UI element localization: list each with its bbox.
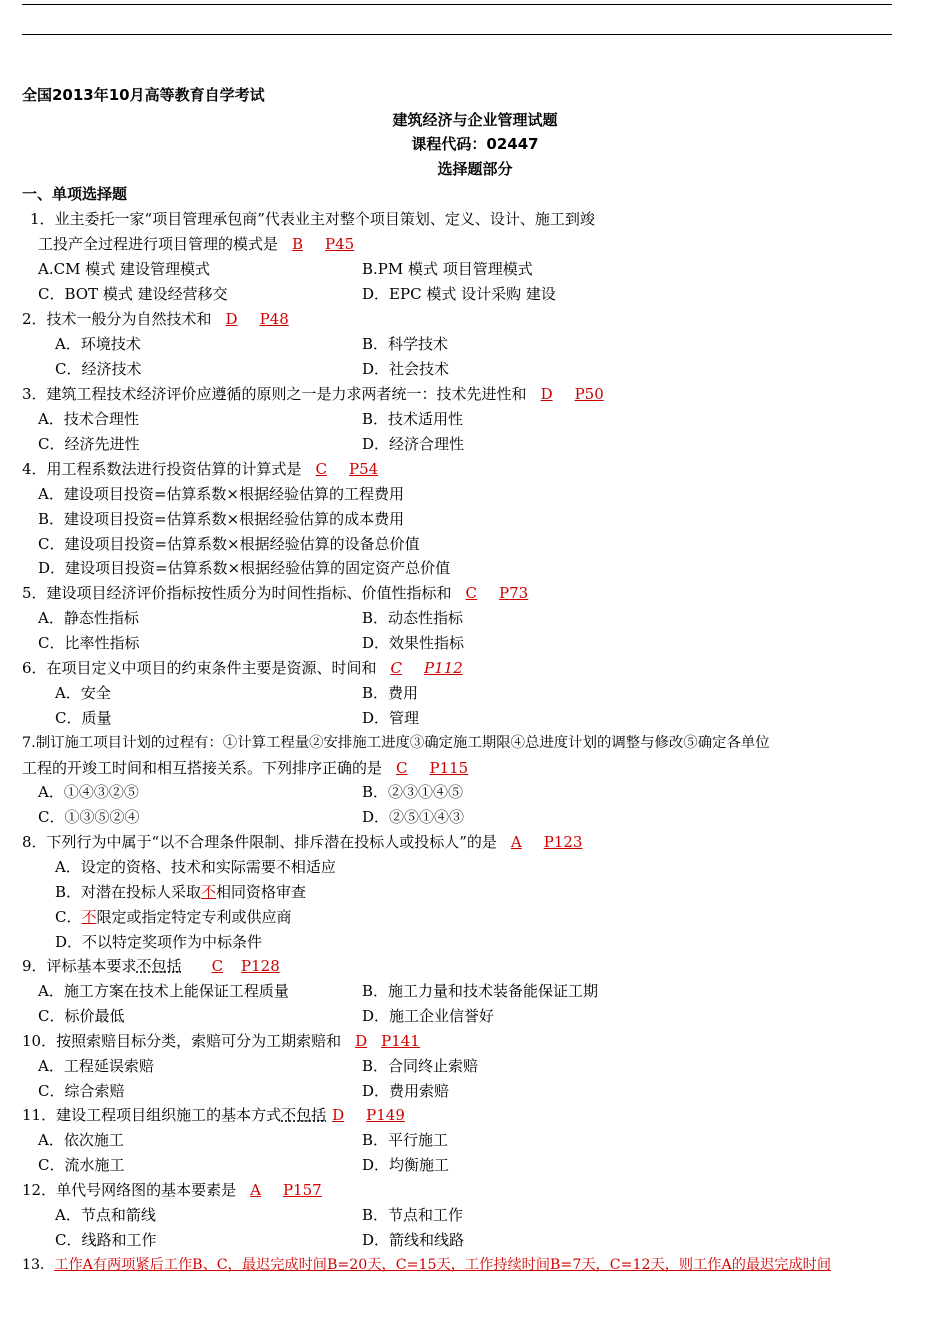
exam-title: 全国2013年10月高等教育自学考试 — [22, 86, 265, 104]
option-1a: A.CM 模式 建设管理模式 — [38, 260, 210, 278]
option-4d: D．建设项目投资=估算系数×根据经验估算的固定资产总价值 — [38, 559, 451, 577]
question-7-cont: 工程的开竣工时间和相互搭接关系。下列排序正确的是 C P115 — [22, 759, 469, 777]
option-10c: C．综合索赔 — [38, 1082, 125, 1100]
option-8c: C．不限定或指定特定专利或供应商 — [55, 908, 292, 926]
option-12c: C．线路和工作 — [55, 1231, 157, 1249]
answer-6: C P112 — [390, 659, 463, 677]
option-2b: B．科学技术 — [362, 335, 449, 353]
option-9a: A．施工方案在技术上能保证工程质量 — [38, 982, 289, 1000]
question-2: 2．技术一般分为自然技术和 D P48 — [22, 310, 289, 328]
option-5c: C．比率性指标 — [38, 634, 140, 652]
option-2d: D．社会技术 — [362, 360, 450, 378]
question-1-cont: 工投产全过程进行项目管理的模式是 B P45 — [38, 235, 355, 253]
option-4c: C．建设项目投资=估算系数×根据经验估算的设备总价值 — [38, 535, 420, 553]
question-10: 10．按照索赔目标分类，索赔可分为工期索赔和 D P141 — [22, 1032, 420, 1050]
option-2c: C．经济技术 — [55, 360, 142, 378]
option-12b: B．节点和工作 — [362, 1206, 464, 1224]
question-6: 6．在项目定义中项目的约束条件主要是资源、时间和 C P112 — [22, 659, 463, 677]
option-5d: D．效果性指标 — [362, 634, 465, 652]
question-4: 4．用工程系数法进行投资估算的计算式是 C P54 — [22, 460, 379, 478]
header-rule-top — [22, 4, 892, 5]
option-3d: D．经济合理性 — [362, 435, 465, 453]
question-8: 8．下列行为中属于“以不合理条件限制、排斥潜在投标人或投标人”的是 A P123 — [22, 833, 583, 851]
option-12a: A．节点和箭线 — [55, 1206, 156, 1224]
option-10a: A．工程延误索赔 — [38, 1057, 154, 1075]
answer-7: C P115 — [396, 759, 469, 777]
option-8d: D．不以特定奖项作为中标条件 — [55, 933, 263, 951]
option-7b: B．②③①④⑤ — [362, 783, 464, 801]
answer-5: C P73 — [465, 584, 529, 602]
question-9: 9．评标基本要求不包括 C P128 — [22, 957, 280, 975]
option-9c: C．标价最低 — [38, 1007, 125, 1025]
option-6d: D．管理 — [362, 709, 420, 727]
question-3: 3．建筑工程技术经济评价应遵循的原则之一是力求两者统一：技术先进性和 D P50 — [22, 385, 604, 403]
answer-1: B P45 — [292, 235, 355, 253]
header-rule-bottom — [22, 34, 892, 35]
paper-title: 建筑经济与企业管理试题 — [392, 111, 558, 129]
question-11: 11．建设工程项目组织施工的基本方式不包括 D P149 — [22, 1106, 405, 1124]
option-8b: B．对潜在投标人采取不相同资格审查 — [55, 883, 307, 901]
option-1c: C．BOT 模式 建设经营移交 — [38, 285, 228, 303]
option-7c: C．①③⑤②④ — [38, 808, 140, 826]
option-10d: D．费用索赔 — [362, 1082, 450, 1100]
option-5a: A．静态性指标 — [38, 609, 139, 627]
answer-8: A P123 — [510, 833, 583, 851]
option-3a: A．技术合理性 — [38, 410, 139, 428]
question-13: 13．工作A有两项紧后工作B、C，最迟完成时间B=20天，C=15天，工作持续时间B=7天，C=12天，则工作A的最迟完成时间 — [22, 1257, 832, 1273]
answer-2: D P48 — [225, 310, 289, 328]
option-7d: D．②⑤①④③ — [362, 808, 465, 826]
option-1d: D．EPC 模式 设计采购 建设 — [362, 285, 556, 303]
option-9d: D．施工企业信誉好 — [362, 1007, 495, 1025]
answer-4: C P54 — [315, 460, 379, 478]
answer-11: D P149 — [332, 1106, 405, 1124]
option-6a: A．安全 — [55, 684, 111, 702]
option-3c: C．经济先进性 — [38, 435, 140, 453]
option-11a: A．依次施工 — [38, 1131, 124, 1149]
option-11b: B．平行施工 — [362, 1131, 449, 1149]
question-5: 5．建设项目经济评价指标按性质分为时间性指标、价值性指标和 C P73 — [22, 584, 529, 602]
question-7: 7.制订施工项目计划的过程有：①计算工程量②安排施工进度③确定施工期限④总进度计划的调整与修改⑤确定各单位 — [22, 735, 770, 751]
option-10b: B．合同终止索赔 — [362, 1057, 479, 1075]
option-8a: A．设定的资格、技术和实际需要不相适应 — [55, 858, 336, 876]
option-6c: C．质量 — [55, 709, 112, 727]
option-2a: A．环境技术 — [55, 335, 141, 353]
question-1: 1．业主委托一家“项目管理承包商”代表业主对整个项目策划、定义、设计、施工到竣 — [30, 210, 595, 228]
option-12d: D．箭线和线路 — [362, 1231, 465, 1249]
option-6b: B．费用 — [362, 684, 419, 702]
answer-9: C P128 — [211, 957, 280, 975]
section-title: 一、单项选择题 — [22, 185, 128, 203]
answer-10: D P141 — [355, 1032, 420, 1050]
part-title: 选择题部分 — [437, 160, 513, 178]
course-code: 课程代码：02447 — [411, 135, 539, 153]
option-4a: A．建设项目投资=估算系数×根据经验估算的工程费用 — [38, 485, 404, 503]
answer-3: D P50 — [540, 385, 604, 403]
question-12: 12．单代号网络图的基本要素是 A P157 — [22, 1181, 322, 1199]
option-7a: A．①④③②⑤ — [38, 783, 139, 801]
option-3b: B．技术适用性 — [362, 410, 464, 428]
option-11c: C．流水施工 — [38, 1156, 125, 1174]
option-9b: B．施工力量和技术装备能保证工期 — [362, 982, 599, 1000]
option-1b: B.PM 模式 项目管理模式 — [362, 260, 533, 278]
option-4b: B．建设项目投资=估算系数×根据经验估算的成本费用 — [38, 510, 405, 528]
option-11d: D．均衡施工 — [362, 1156, 450, 1174]
answer-12: A P157 — [250, 1181, 322, 1199]
option-5b: B．动态性指标 — [362, 609, 464, 627]
